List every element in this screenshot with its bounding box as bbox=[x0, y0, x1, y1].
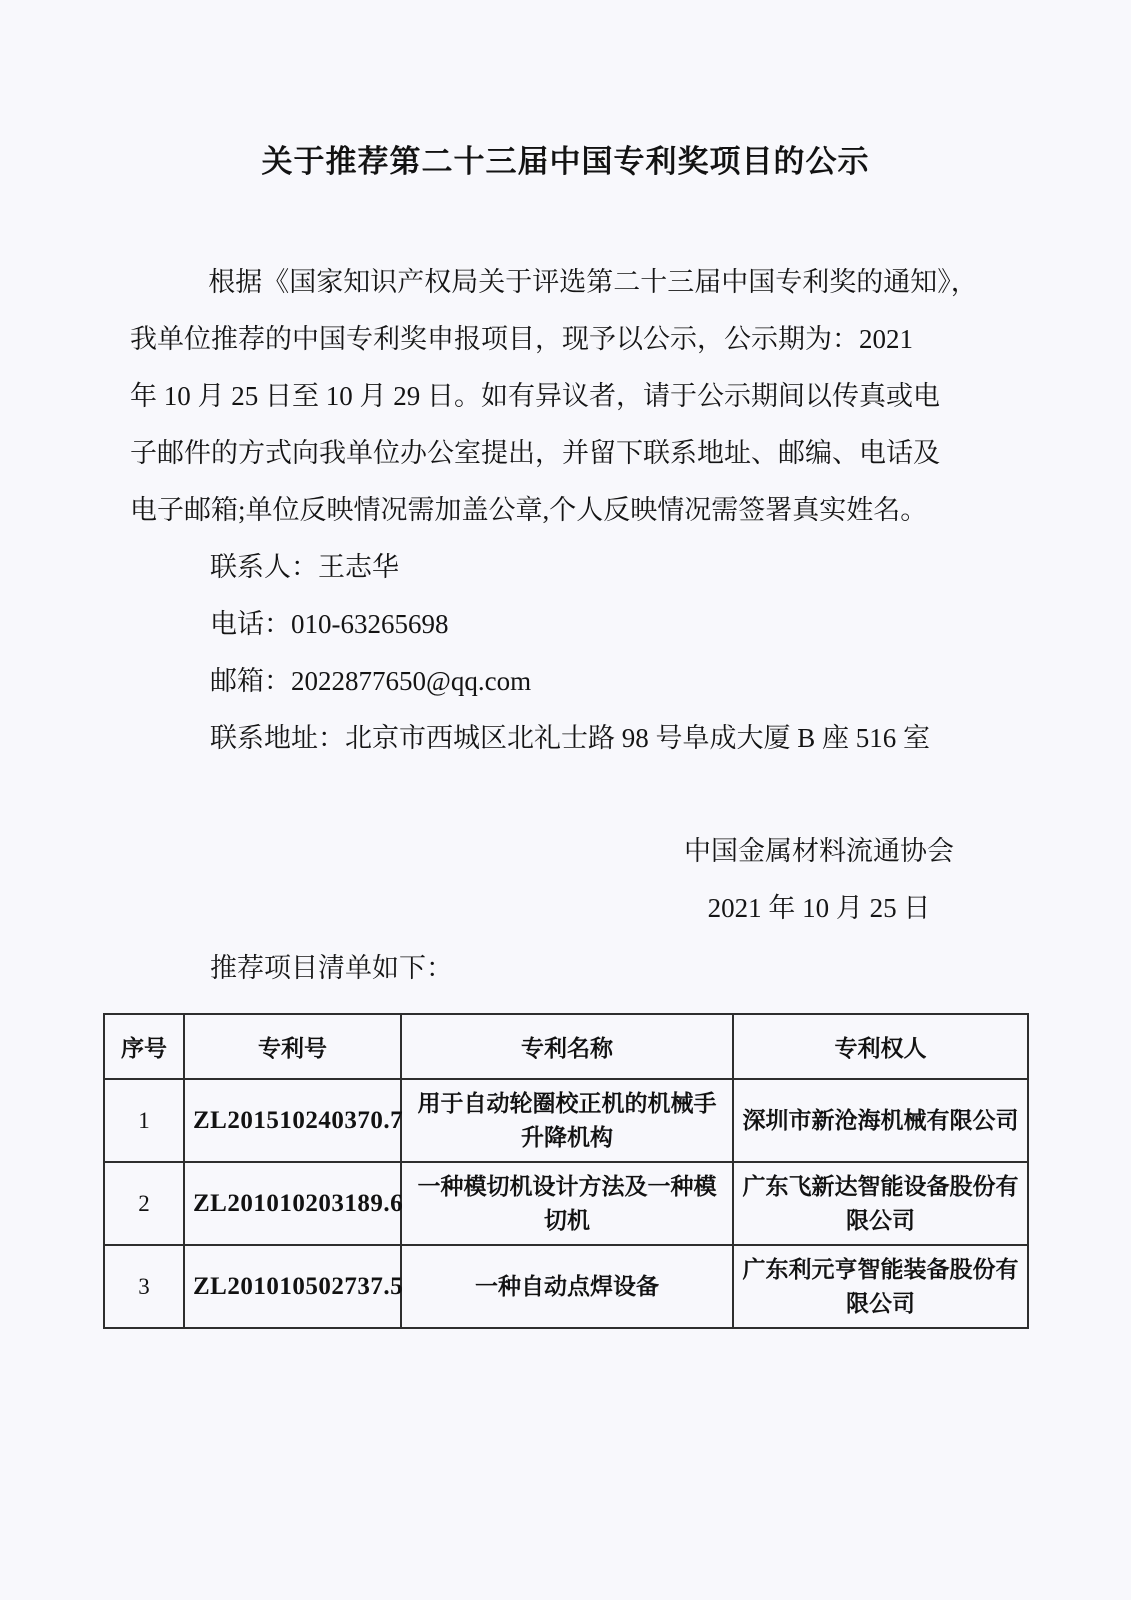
body-line: 子邮件的方式向我单位办公室提出，并留下联系地址、邮编、电话及 bbox=[130, 438, 940, 468]
patentee: 广东利元亨智能装备股份有限公司 bbox=[733, 1245, 1028, 1328]
body-line: 我单位推荐的中国专利奖申报项目，现予以公示，公示期为：2021 bbox=[130, 324, 913, 354]
table-header-row bbox=[104, 1014, 1028, 1079]
signature-organization: 中国金属材料流通协会 bbox=[684, 836, 954, 866]
signature-date: 2021 年 10 月 25 日 bbox=[707, 893, 931, 923]
contact-person: 联系人：王志华 bbox=[210, 552, 399, 582]
patentee: 深圳市新沧海机械有限公司 bbox=[733, 1079, 1028, 1162]
row-index: 3 bbox=[104, 1245, 184, 1328]
patentee: 广东飞新达智能设备股份有限公司 bbox=[733, 1162, 1028, 1245]
body-line: 电子邮箱;单位反映情况需加盖公章,个人反映情况需签署真实姓名。 bbox=[130, 495, 928, 525]
column-header-patentee: 专利权人 bbox=[733, 1014, 1028, 1079]
patent-name: 一种自动点焊设备 bbox=[401, 1245, 733, 1328]
signature-inner bbox=[684, 823, 954, 937]
contact-email: 邮箱：2022877650@qq.com bbox=[210, 666, 532, 696]
body-line: 年 10 月 25 日至 10 月 29 日。如有异议者，请于公示期间以传真或电 bbox=[130, 381, 940, 411]
notice-body-paragraph bbox=[130, 254, 1000, 539]
table-row bbox=[104, 1162, 1028, 1245]
column-header-patent-name: 专利名称 bbox=[401, 1014, 733, 1079]
table-row bbox=[104, 1245, 1028, 1328]
row-index: 2 bbox=[104, 1162, 184, 1245]
body-line: 根据《国家知识产权局关于评选第二十三届中国专利奖的通知》， bbox=[208, 267, 978, 297]
patent-list-table bbox=[103, 1013, 1029, 1329]
patent-number: ZL201510240370.7 bbox=[184, 1079, 401, 1162]
patent-number: ZL201010502737.5 bbox=[184, 1245, 401, 1328]
table-row bbox=[104, 1079, 1028, 1162]
column-header-index: 序号 bbox=[104, 1014, 184, 1079]
signature-block bbox=[0, 823, 954, 937]
patent-name: 一种模切机设计方法及一种模切机 bbox=[401, 1162, 733, 1245]
page-title: 关于推荐第二十三届中国专利奖项目的公示 bbox=[261, 144, 870, 180]
contact-phone: 电话：010-63265698 bbox=[210, 609, 449, 639]
contact-address: 联系地址：北京市西城区北礼士路 98 号阜成大厦 B 座 516 室 bbox=[210, 723, 931, 753]
row-index: 1 bbox=[104, 1079, 184, 1162]
patent-name: 用于自动轮圈校正机的机械手升降机构 bbox=[401, 1079, 733, 1162]
contact-info-block bbox=[210, 539, 1000, 767]
patent-number: ZL201010203189.6 bbox=[184, 1162, 401, 1245]
column-header-patent-number: 专利号 bbox=[184, 1014, 401, 1079]
list-intro-text: 推荐项目清单如下： bbox=[210, 953, 453, 983]
